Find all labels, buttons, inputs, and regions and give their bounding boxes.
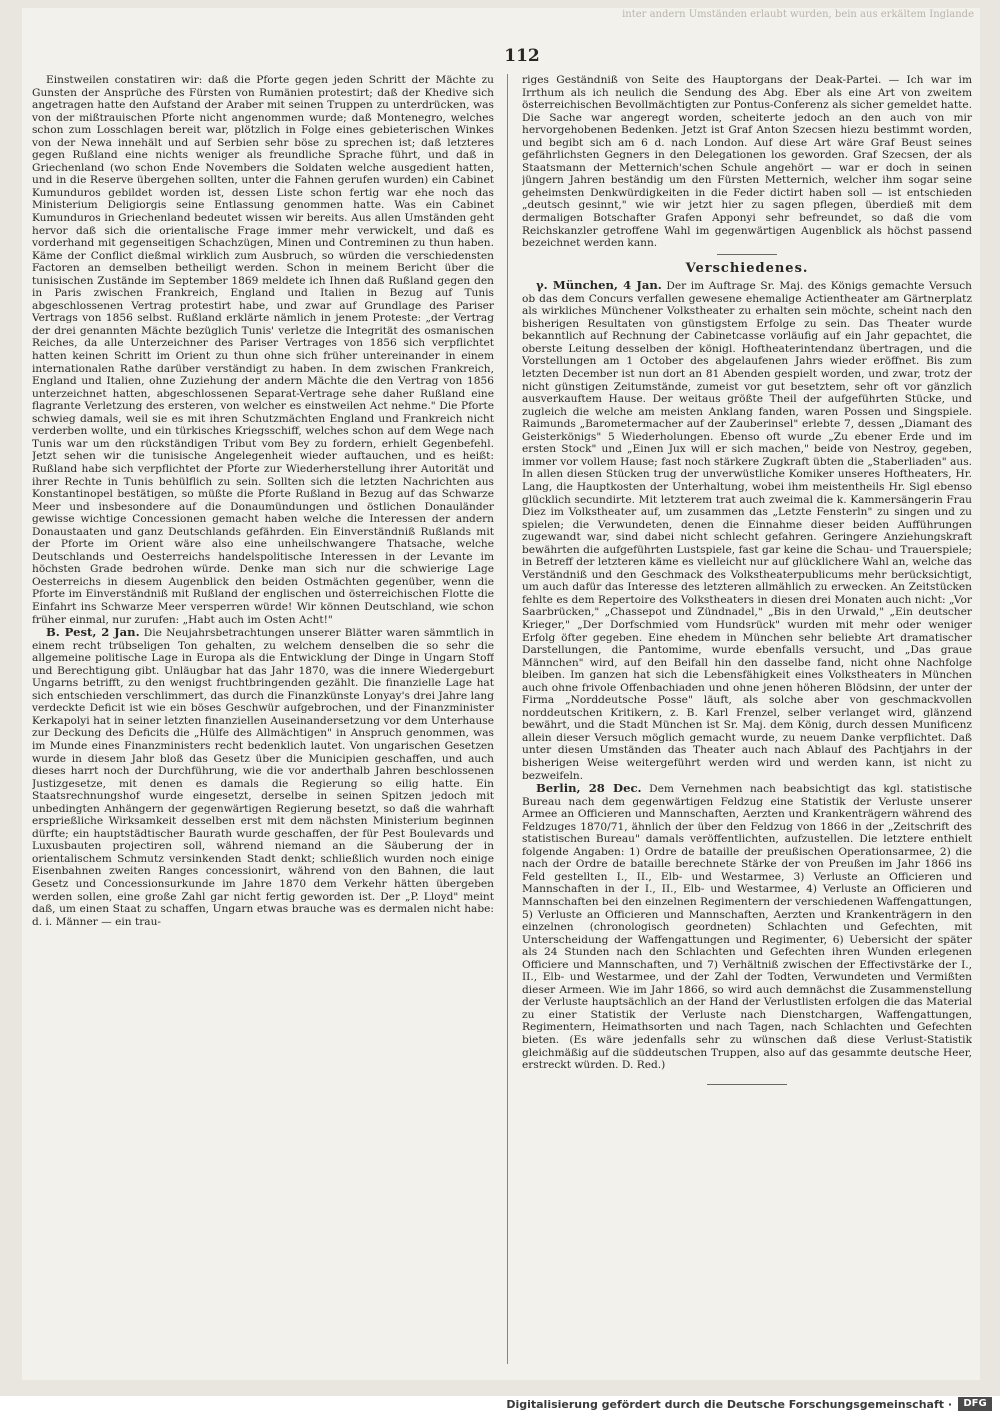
article-berlin: [522, 782, 972, 1072]
dateline-muenchen: γ. München, 4 Jan.: [536, 278, 662, 293]
bleed-through-text: inter andern Umständen erlaubt wurden, bein aus erkältem Inglande: [622, 9, 974, 20]
section-rule: [717, 254, 777, 255]
end-rule: [707, 1084, 787, 1085]
article-muenchen: [522, 279, 972, 782]
dateline-berlin: Berlin, 28 Dec.: [536, 781, 642, 796]
article-pest-text: Die Neujahrsbetrachtungen unserer Blätter waren sämmtlich in einem recht trübseligen Ton gehalten, zu welchem denselben die so sehr die allgemeine politische Lage in Europa als die Entwicklung der Dinge in Ungarn Stoff und Berechtigung gibt. Unläugbar hat das Jahr 1870, was die innere Wiedergeburt Ungarns betrifft, zu den wenigst fruchtbringenden gezählt. Die finanzielle Lage hat sich entschieden verschlimmert, das durch die Finanzkünste Lonyay's drei Jahre lang verdeckte Deficit ist wie ein böses Geschwür aufgebrochen, und der Finanzminister Kerkapolyi hat in seiner letzten finanziellen Auseinandersetzung vor dem Unterhause zur Deckung des Deficits die „Hülfe des Allmächtigen" in Anspruch genommen, was im Munde eines Finanzministers recht bedenklich lautet. Von ungarischen Gesetzen wurde in diesem Jahr bloß das Gesetz über die Municipien geschaffen, und auch dieses harrt noch der Durchführung, wie die vor anderthalb Jahren beschlossenen Justizgesetze, mit denen es damals die Regierung so eilig hatte. Ein Staatsrechnungshof wurde eingesetzt, derselbe in seinen Spitzen jedoch mit unbedingten Anhängern der gegenwärtigen Regierung besetzt, so daß die wahrhaft ersprießliche Wirksamkeit desselben erst mit dem nächsten Ministerium beginnen dürfte; ein hauptstädtischer Baurath wurde geschaffen, der für Pest Boulevards und Luxusbauten projectiren soll, während niemand an die Säuberung der in orientalischem Schmutz versinkenden Stadt denkt; schließlich wurden noch einige Eisenbahnen zweiten Ranges concessionirt, während von den Bahnen, die laut Gesetz und Concessionsurkunde im Jahre 1870 dem Verkehr hätten übergeben werden sollen, eine große Zahl gar nicht fertig geworden ist. Der „P. Lloyd" meint daß, um einen Staat zu schaffen, Ungarn etwas brauche was es dermalen nicht habe: d. i. Männer — ein trau-: [32, 627, 494, 928]
article-paragraph: Einstweilen constatiren wir: daß die Pforte gegen jeden Schritt der Mächte zu Gunsten der Ansprüche des Fürsten von Rumänien protestirt; daß der Khedive sich angetragen hatte den Aufstand der Araber mit seinen Truppen zu unterdrücken, was von der mißtrauischen Pforte nicht angenommen wurde; daß Montenegro, welches schon zum Losschlagen bereit war, plötzlich in Folge eines gebieterischen Winkes von der Newa innehält und auf Serbien sehr böse zu sprechen ist; daß letzteres gegen Rußland eine nichts weniger als freundliche Sprache führt, und daß in Griechenland (wo schon Ende Novembers die Soldaten welche ausgedient hatten, und in die Reserve übergehen sollten, unter die Fahnen gerufen wurden) ein Cabinet Kumunduros gebildet worden ist, dessen Liste schon fertig war ehe noch das Ministerium Deligiorgis seine Entlassung genommen hatte. Was ein Cabinet Kumunduros in Griechenland bedeutet wissen wir bereits. Aus allen Umständen geht hervor daß sich die orientalische Frage immer mehr verwickelt, und daß es vorderhand mit gegenseitigen Schachzügen, Minen und Contreminen zu thun haben. Käme der Conflict dießmal wirklich zum Ausbruch, so würden die verschiedensten Factoren an demselben betheiligt werden. Schon in meinem Bericht über die tunisischen Zustände im September 1869 meldete ich Ihnen daß Rußland gegen den in Paris zwischen Frankreich, England und Italien in Bezug auf Tunis abgeschlossenen Vertrag protestirt habe, und zwar auf Grundlage des Pariser Vertrags von 1856 selbst. Rußland erklärte nämlich in jenem Proteste: „der Vertrag der drei genannten Mächte bezüglich Tunis' verletze die Integrität des osmanischen Reiches, da alle Unterzeichner des Pariser Vertrages von 1856 sich verpflichtet hatten keinen Schritt im Orient zu thun ohne sich früher untereinander in einem internationalen Rathe darüber verständigt zu haben. In dem zwischen Frankreich, England und Italien, ohne Zuziehung der andern Mächte die den Vertrag von 1856 unterzeichnet hatten, abgeschlossenen Separat-Vertrage sehe daher Rußland eine flagrante Verletzung des ersteren, von welcher es einstweilen Act nehme." Die Pforte schwieg damals, weil sie es mit ihren Schutzmächten England und Frankreich nicht verderben wollte, und ein türkisches Kriegsschiff, welches schon auf dem Wege nach Tunis war um den rückständigen Tribut vom Bey zu fordern, erhielt Gegenbefehl. Jetzt sehen wir die tunisische Angelegenheit wieder auftauchen, und es heißt: Rußland habe sich verpflichtet der Pforte zur Wiederherstellung ihrer Autorität und ihrer Rechte in Tunis behülflich zu sein. Sollten sich die letzten Nachrichten aus Konstantinopel bestätigen, so müßte die Pforte Rußland in Bezug auf das Schwarze Meer und insbesondere auf die Donaumündungen und östlichen Donauländer gewisse wichtige Concessionen gemacht haben welche die Interessen der andern Donaustaaten und ganz Deutschlands gefährden. Ein Einverständniß Rußlands mit der Pforte im Orient wäre also eine unheilschwangere Thatsache, welche Deutschlands und Oesterreichs handelspolitische Interessen in der Levante im höchsten Grade bedrohen würde. Denke man sich nur die schwierige Lage Oesterreichs in diesem Augenblick den beiden Ostmächten gegenüber, wenn die Pforte im Einverständniß mit Rußland der englischen und österreichischen Flotte die Einfahrt ins Schwarze Meer versperren würde! Wir können Deutschland, wie schon früher einmal, nur zurufen: „Habt auch im Osten Acht!": [32, 74, 494, 626]
column-divider: [507, 74, 508, 1364]
funding-notice: Digitalisierung gefördert durch die Deutsche Forschungsgemeinschaft ·: [506, 1398, 952, 1411]
article-pest: [32, 626, 494, 928]
section-heading: Verschiedenes.: [685, 260, 809, 276]
dateline-pest: B. Pest, 2 Jan.: [46, 625, 140, 640]
right-column: [522, 74, 972, 1364]
article-berlin-text: Dem Vernehmen nach beabsichtigt das kgl. statistische Bureau nach dem gegenwärtigen Feldzug eine Statistik der Verluste unserer Armee an Officieren und Mannschaften, Aerzten und Krankenträgern während des Feldzuges 1870/71, ähnlich der über den Feldzug von 1866 in der „Zeitschrift des statistischen Bureau" damals veröffentlichten, aufzustellen. Die letztere enthielt folgende Angaben: 1) Ordre de bataille der preußischen Operationsarmee, 2) die nach der Ordre de bataille berechnete Stärke der von Preußen im Jahr 1866 ins Feld gestellten I., II., Elb- und Westarmee, 3) Verluste an Officieren und Mannschaften in der I., II., Elb- und Westarmee, 4) Verluste an Officieren und Mannschaften bei den einzelnen Regimentern der verschiedenen Waffengattungen, 5) Verluste an Officieren und Mannschaften, Aerzten und Krankenträgern in den einzelnen (chronologisch geordneten) Schlachten und Gefechten, mit Unterscheidung der Waffengattungen und Regimenter, 6) Uebersicht der später als 24 Stunden nach den Schlachten und Gefechten ihren Wunden erlegenen Officiere und Mannschaften, und 7) Verhältniß zwischen der Effectivstärke der I., II., Elb- und Westarmee, und der Zahl der Todten, Verwundeten und Vermißten dieser Armeen. Wie im Jahr 1866, so wird auch demnächst die Zusammenstellung der Verluste hauptsächlich an der Hand der Verlustlisten erfolgen die das Material zu einer Statistik der Verluste nach Dienstchargen, Waffengattungen, Regimentern, Heimathsorten und nach Tagen, nach Schlachten und Gefechten bieten. (Es wäre jedenfalls sehr zu wünschen daß diese Verlust-Statistik gleichmäßig auf die süddeutschen Truppen, also auf das gesammte deutsche Heer, erstreckt würden. D. Red.): [522, 783, 972, 1072]
left-column: [32, 74, 494, 1364]
bleed-through-header: [22, 8, 980, 36]
article-muenchen-text: Der im Auftrage Sr. Maj. des Königs gemachte Versuch ob das dem Concurs verfallen gewesene ehemalige Actientheater am Gärtnerplatz als wirkliches Münchener Volkstheater zu erhalten sein möchte, scheint nach den bisherigen Resultaten von günstigstem Erfolge zu sein. Das Theater wurde bekanntlich auf Rechnung der Cabinetcasse vorläufig auf ein Jahr gepachtet, die oberste Leitung desselben der königl. Hoftheaterintendanz übertragen, und die Vorstellungen am 1 October des abgelaufenen Jahrs wieder eröffnet. Bis zum letzten December ist nun dort an 81 Abenden gespielt worden, und zwar, trotz der nicht günstigen Zeitumstände, zumeist vor gut besetztem, sehr oft vor gänzlich ausverkauftem Hause. Der weitaus größte Theil der aufgeführten Stücke, und zugleich die welche am meisten Anklang fanden, waren Possen und Singspiele. Raimunds „Barometermacher auf der Zauberinsel" erlebte 7, dessen „Diamant des Geisterkönigs" 5 Wiederholungen. Ebenso oft wurde „Zu ebener Erde und im ersten Stock" und „Einen Jux will er sich machen," beide von Nestroy, gegeben, immer vor vollem Hause; fast noch stärkere Zugkraft übten die „Staberliaden" aus. In allen diesen Stücken trug der unverwüstliche Komiker unseres Hoftheaters, Hr. Lang, die Hauptkosten der Unterhaltung, wobei ihm meistentheils Hr. Sigl ebenso glücklich secundirte. Mit letzterem trat auch zweimal die k. Kammersängerin Frau Diez im Volkstheater auf, um zusammen das „Letzte Fensterln" zu singen und zu spielen; die Verwundeten, denen die Einnahme dieser beiden Aufführungen zugewandt war, sind dabei nicht schlecht gefahren. Geringere Anziehungskraft bewährten die aufgeführten Lustspiele, fast gar keine die Schau- und Trauerspiele; in Betreff der letzteren käme es vielleicht nur auf glücklichere Wahl an, welche das Verständniß und den Geschmack des Volkstheaterpublicums mehr berücksichtigt, um auch dafür das Interesse des letzteren allmählich zu erwecken. An Zeitstücken fehlte es dem Repertoire des Volkstheaters in diesen drei Monaten auch nicht: „Vor Saarbrücken," „Chassepot und Zündnadel," „Bis in den Urwald," „Ein deutscher Krieger," „Der Dorfschmied vom Hundsrück" wurden mit mehr oder weniger Erfolg öfter gegeben. Eine ehedem in München sehr beliebte Art dramatischer Darstellungen, die Pantomime, wurde ebenfalls versucht, und „Das graue Männchen" wird, auf den Beifall hin den dasselbe fand, nicht ohne Nachfolge bleiben. Im ganzen hat sich die Lebensfähigkeit eines Volkstheaters in München auch ohne frivole Offenbachiaden und ohne jenen höheren Blödsinn, der unter der Firma „Norddeutsche Posse" läuft, als solche aber von geschmackvollen norddeutschen Kritikern, z. B. Karl Frenzel, selber verlanget wird, glänzend bewährt, und die Stadt München ist Sr. Maj. dem König, durch dessen Munificenz allein dieser Versuch möglich gemacht wurde, zu neuem Danke verpflichtet. Daß unter diesen Umständen das Theater auch nach Ablauf des Pachtjahrs in der bisherigen Weise weitergeführt werden wird und werden kann, ist nicht zu bezweifeln.: [522, 280, 972, 782]
dfg-logo: DFG: [958, 1397, 992, 1411]
digitization-footer: [0, 1396, 1000, 1414]
newspaper-page: [22, 8, 980, 1380]
page-number: 112: [504, 46, 540, 66]
article-continuation: riges Geständniß von Seite des Hauptorgans der Deak-Partei. — Ich war im Irrthum als ich neulich die Sendung des Abg. Eber als eine Art von zweitem österreichischen Bevollmächtigten zur Pontus-Conferenz als sicher gemeldet hatte. Die Sache war angeregt worden, scheiterte jedoch an den auch von mir hervorgehobenen Bedenken. Jetzt ist Graf Anton Szecsen hiezu bestimmt worden, und begibt sich am 6 d. nach London. Auf diese Art wäre Graf Beust seines gefährlichsten Gegners in den Delegationen los geworden. Graf Szecsen, der als Staatsmann der Metternich'schen Schule angehört — war er doch in seinen jüngern Jahren beständig um den Fürsten Metternich, welcher ihm sogar seine geheimsten Denkwürdigkeiten in die Feder dictirt haben soll — ist entschieden „deutsch gesinnt," wie wir jetzt hier zu sagen pflegen, überdieß mit dem dermaligen Botschafter Grafen Apponyi sehr befreundet, so daß die vom Reichskanzler getroffene Wahl im gegenwärtigen Augenblick als höchst passend bezeichnet werden kann.: [522, 74, 972, 250]
